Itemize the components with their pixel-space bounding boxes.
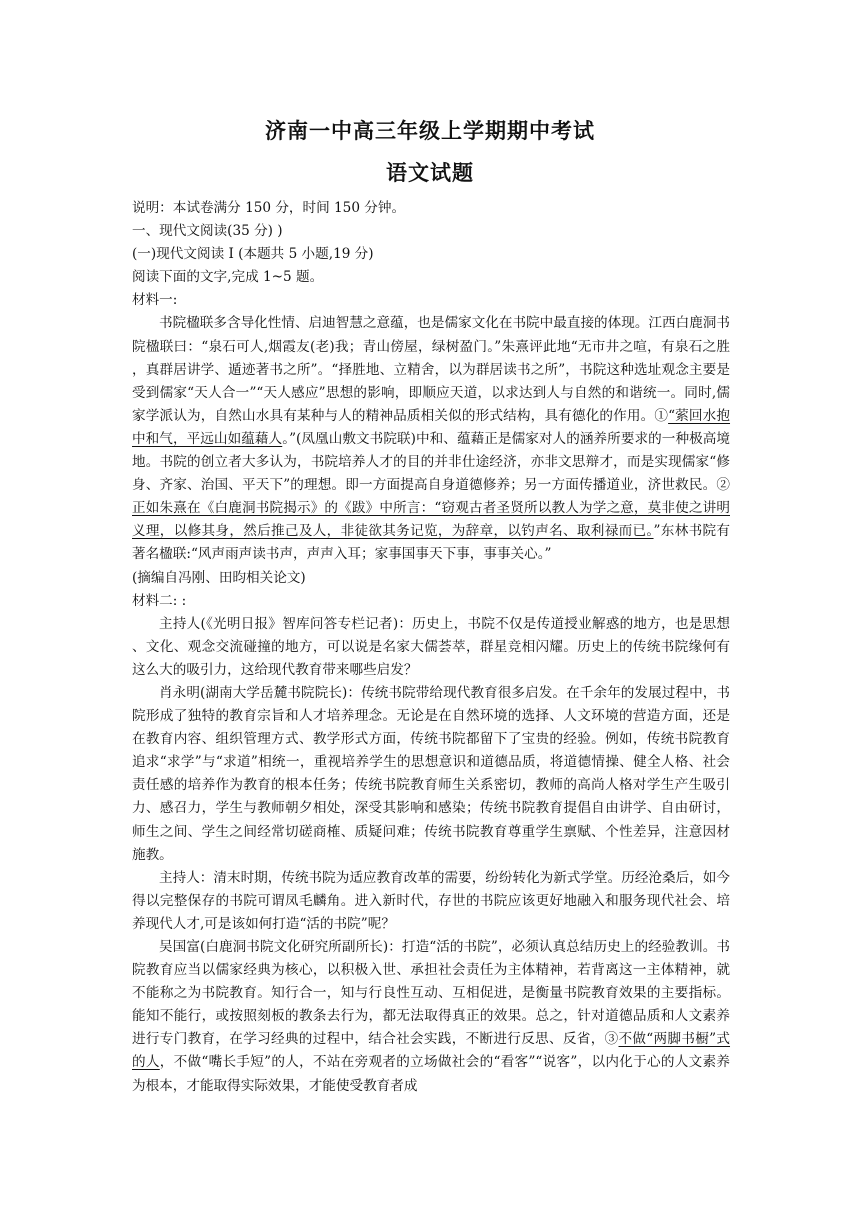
reading-instruction: 阅读下面的文字,完成 1~5 题。 <box>132 269 324 286</box>
material1-paragraph <box>132 312 730 566</box>
exam-subtitle: 语文试题 <box>386 160 474 185</box>
material2-p4-text-a: 吴国富(白鹿洞书院文化研究所副所长)：打造“活的书院”，必须认真总结历史上的经验教训。书院教育应当以儒家经典为核心，以积极入世、承担社会责任为主体精神，若背离这一主体精神，就不能称之为书院教育。知行合一，知与行良性互动、互相促进，是衡量书院教育效果的主要指标。能知不能行，或按照刻板的教条去行为，都无法取得真正的效果。总之，针对道德品质和人文素养进行专门教育，在学习经典的过程中，结合社会实践，不断进行反思、反省，③ <box>132 939 730 1048</box>
material2-p4-text-b: ，不做“嘴长手短”的人，不站在旁观者的立场做社会的“看客”“说客”，以内化于心的人文素养为根本，才能取得实际效果，才能使受教育者成 <box>132 1054 730 1094</box>
underlined-sentence-1: “萦回水抱中和气，平远山如蕴藉人 <box>132 407 731 447</box>
underlined-sentence-3: 不做“两脚书橱”式的人 <box>132 1031 731 1071</box>
material1-text-c: ”东林书院有著名楹联:“风声雨声读书声，声声入耳；家事国事天下事，事事关心。” <box>132 523 730 563</box>
material2-label: 材料二: : <box>132 592 187 609</box>
underlined-sentence-2: 正如朱熹在《白鹿洞书院揭示》的《跋》中所言：“窃观古者圣贤所以教人为学之意，莫非使之讲明义理，以修其身，然后推己及人，非徒欲其务记览，为辞章，以钓声名、取利禄而已。 <box>132 500 730 540</box>
material1-source: (摘编自冯刚、田昀相关论文) <box>132 569 306 586</box>
exam-title: 济南一中高三年级上学期期中考试 <box>265 118 595 143</box>
material2-paragraph-2: 肖永明(湖南大学岳麓书院院长)：传统书院带给现代教育很多启发。在千余年的发展过程中，书院形成了独特的教育宗旨和人才培养理念。无论是在自然环境的选择、人文环境的营造方面，还是在教育内容、组织管理方式、教学形式方面，传统书院都留下了宝贵的经验。例如，传统书院教育追求“求学”与“求道”相统一，重视培养学生的思想意识和道德品质，将道德情操、健全人格、社会责任感的培养作为教育的根本任务；传统书院教育师生关系密切，教师的高尚人格对学生产生吸引力、感召力，学生与教师朝夕相处，深受其影响和感染；传统书院教育提倡自由讲学、自由研讨，师生之间、学生之间经常切磋商榷、质疑问难；传统书院教育尊重学生禀赋、个性差异，注意因材施教。 <box>132 684 730 863</box>
material2-paragraph-3: 主持人：清末时期，传统书院为适应教育改革的需要，纷纷转化为新式学堂。历经沧桑后，如今得以完整保存的书院可谓凤毛麟角。进入新时代，存世的书院应该更好地融入和服务现代社会、培养现代人才,可是该如何打造“活的书院”呢？ <box>132 869 730 932</box>
material2-paragraph-1: 主持人(《光明日报》智库问答专栏记者)：历史上，书院不仅是传道授业解惑的地方，也是思想、文化、观念交流碰撞的地方，可以说是名家大儒荟萃，群星竞相闪耀。历史上的传统书院缘何有这么大的吸引力，这给现代教育带来哪些启发？ <box>132 615 730 678</box>
section-heading: 一、现代文阅读(35 分) ) <box>132 223 283 240</box>
material2-paragraph-4 <box>132 936 730 1098</box>
exam-note: 说明：本试卷满分 150 分，时间 150 分钟。 <box>132 200 406 216</box>
material1-label: 材料一: <box>132 292 178 309</box>
material1-text-b: 。”(凤凰山敷文书院联)中和、蕴藉正是儒家对人的涵养所要求的一种极高境地。书院的创立者大多认为，书院培养人才的目的并非仕途经济，亦非文思辩才，而是实现儒家“修身、齐家、治国、平天下”的理想。即一方面提高自身道德修养；另一方面传播道业，济世救民。② <box>132 430 731 494</box>
part-heading: (一)现代文阅读 I (本题共 5 小题,19 分) <box>132 246 374 263</box>
material1-text-a: 书院楹联多含导化性情、启迪智慧之意蕴，也是儒家文化在书院中最直接的体现。江西白鹿洞书院楹联曰：“泉石可人,烟霞友(老)我；青山傍屋，绿树盈门。”朱熹评此地“无市井之喧，有泉石之胜，真群居讲学、遁迹著书之所”。“择胜地、立精舍，以为群居读书之所”，书院这种选址观念主要是受到儒家“天人合一”“天人感应”思想的影响，即顺应天道，以求达到人与自然的和谐统一。同时,儒家学派认为，自然山水具有某种与人的精神品质相关似的形式结构，具有德化的作用。① <box>132 315 730 424</box>
exam-body <box>132 197 730 1098</box>
